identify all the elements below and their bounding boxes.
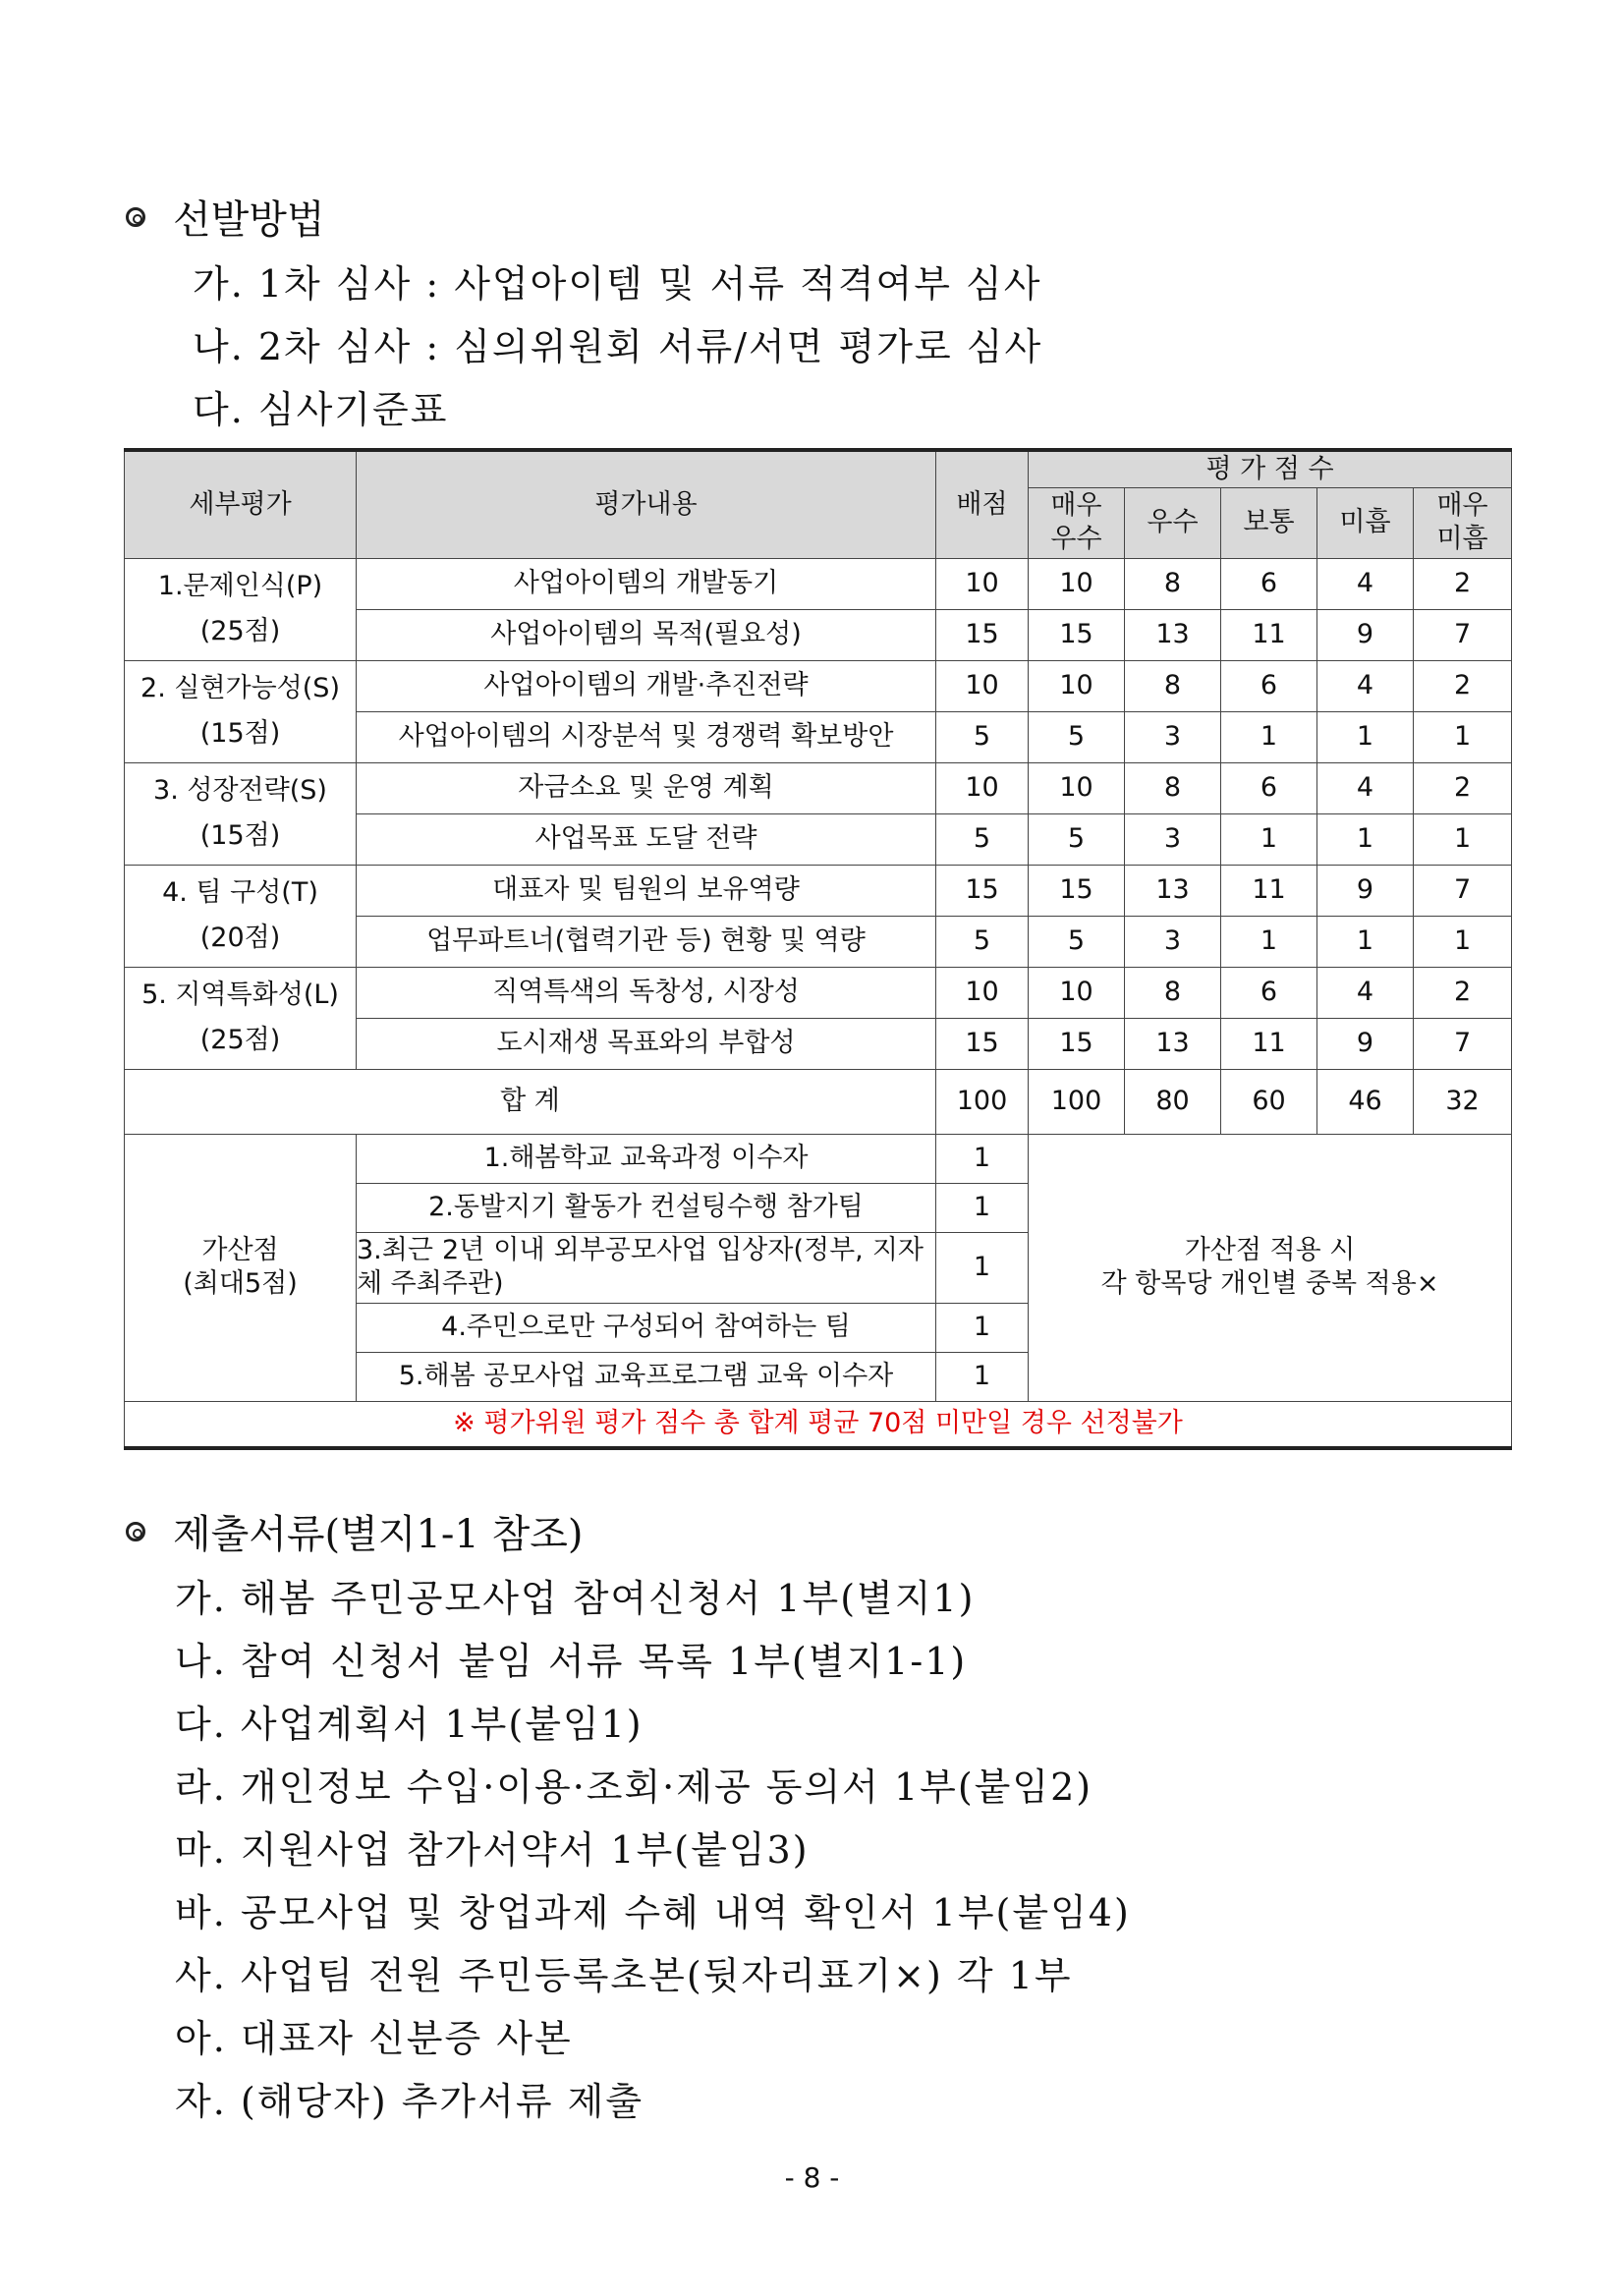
score-row bbox=[125, 762, 1512, 813]
points-cell: 10 bbox=[936, 660, 1029, 711]
score-cell: 1 bbox=[1414, 916, 1512, 967]
score-cell: 7 bbox=[1414, 1018, 1512, 1069]
score-cell: 8 bbox=[1125, 558, 1221, 609]
category-cell bbox=[125, 660, 357, 762]
bonus-points: 1 bbox=[936, 1183, 1029, 1232]
total-score: 60 bbox=[1221, 1069, 1317, 1134]
score-cell: 6 bbox=[1221, 660, 1317, 711]
bonus-item: 1.해봄학교 교육과정 이수자 bbox=[357, 1134, 936, 1183]
score-cell: 1 bbox=[1414, 813, 1512, 865]
score-cell: 11 bbox=[1221, 1018, 1317, 1069]
content-cell: 사업아이템의 개발·추진전략 bbox=[357, 660, 936, 711]
bonus-points: 1 bbox=[936, 1303, 1029, 1352]
score-cell: 11 bbox=[1221, 865, 1317, 916]
circle-bullet-icon bbox=[126, 207, 145, 227]
category-sub: (15점) bbox=[199, 718, 281, 749]
section-title-text: 선발방법 bbox=[173, 197, 325, 243]
header-level-very-poor: 매우 미흡 bbox=[1414, 487, 1512, 558]
bonus-points: 1 bbox=[936, 1352, 1029, 1401]
content-cell: 사업목표 도달 전략 bbox=[357, 813, 936, 865]
header-points: 배점 bbox=[936, 450, 1029, 558]
score-cell: 11 bbox=[1221, 609, 1317, 660]
category-label: 5. 지역특화성(L) bbox=[141, 980, 339, 1011]
document-item: 바. 공모사업 및 창업과제 수혜 내역 확인서 1부(붙임4) bbox=[175, 1891, 1131, 1934]
header-level-average: 보통 bbox=[1221, 487, 1317, 558]
bonus-points: 1 bbox=[936, 1232, 1029, 1303]
document-item: 다. 사업계획서 1부(붙임1) bbox=[175, 1703, 644, 1746]
score-cell: 15 bbox=[1029, 609, 1125, 660]
score-cell: 5 bbox=[1029, 711, 1125, 762]
score-cell: 3 bbox=[1125, 813, 1221, 865]
score-cell: 13 bbox=[1125, 609, 1221, 660]
bonus-item: 4.주민으로만 구성되어 참여하는 팀 bbox=[357, 1303, 936, 1352]
score-cell: 2 bbox=[1414, 558, 1512, 609]
score-cell: 1 bbox=[1221, 813, 1317, 865]
points-cell: 10 bbox=[936, 558, 1029, 609]
score-cell: 8 bbox=[1125, 762, 1221, 813]
header-level-poor: 미흡 bbox=[1317, 487, 1414, 558]
score-cell: 6 bbox=[1221, 558, 1317, 609]
bonus-note-line1: 가산점 적용 시 bbox=[1184, 1235, 1356, 1266]
header-content: 평가내용 bbox=[357, 450, 936, 558]
category-cell bbox=[125, 865, 357, 967]
score-cell: 1 bbox=[1414, 711, 1512, 762]
total-score: 100 bbox=[1029, 1069, 1125, 1134]
content-cell: 자금소요 및 운영 계획 bbox=[357, 762, 936, 813]
header-score-group: 평 가 점 수 bbox=[1029, 450, 1512, 487]
total-label: 합 계 bbox=[125, 1069, 936, 1134]
bonus-item: 5.해봄 공모사업 교육프로그램 교육 이수자 bbox=[357, 1352, 936, 1401]
score-row bbox=[125, 558, 1512, 609]
bonus-note-line2: 각 항목당 개인별 중복 적용× bbox=[1100, 1268, 1439, 1299]
score-row bbox=[125, 660, 1512, 711]
score-cell: 9 bbox=[1317, 1018, 1414, 1069]
header-level-good: 우수 bbox=[1125, 487, 1221, 558]
category-label: 4. 팀 구성(T) bbox=[162, 877, 318, 909]
points-cell: 5 bbox=[936, 813, 1029, 865]
bonus-item: 2.동발지기 활동가 컨설팅수행 참가팀 bbox=[357, 1183, 936, 1232]
footnote: ※ 평가위원 평가 점수 총 합계 평균 70점 미만일 경우 선정불가 bbox=[125, 1401, 1512, 1448]
document-item: 가. 해봄 주민공모사업 참여신청서 1부(별지1) bbox=[175, 1577, 976, 1620]
score-cell: 4 bbox=[1317, 558, 1414, 609]
score-cell: 1 bbox=[1317, 711, 1414, 762]
document-item: 아. 대표자 신분증 사본 bbox=[175, 2017, 573, 2060]
score-cell: 10 bbox=[1029, 660, 1125, 711]
points-cell: 5 bbox=[936, 711, 1029, 762]
circle-bullet-icon bbox=[126, 1522, 145, 1541]
total-score: 32 bbox=[1414, 1069, 1512, 1134]
total-row bbox=[125, 1069, 1512, 1134]
section-title-documents bbox=[126, 1503, 583, 1559]
document-item: 자. (해당자) 추가서류 제출 bbox=[175, 2080, 644, 2123]
selection-item-1: 가. 1차 심사 : 사업아이템 및 서류 적격여부 심사 bbox=[193, 262, 1042, 306]
score-cell: 5 bbox=[1029, 813, 1125, 865]
score-cell: 10 bbox=[1029, 967, 1125, 1018]
score-cell: 2 bbox=[1414, 660, 1512, 711]
section-title-selection bbox=[126, 189, 325, 245]
document-item: 라. 개인정보 수입·이용·조회·제공 동의서 1부(붙임2) bbox=[175, 1765, 1093, 1809]
score-cell: 7 bbox=[1414, 609, 1512, 660]
category-cell bbox=[125, 762, 357, 865]
document-item: 나. 참여 신청서 붙임 서류 목록 1부(별지1-1) bbox=[175, 1640, 968, 1683]
score-cell: 8 bbox=[1125, 967, 1221, 1018]
score-cell: 1 bbox=[1221, 711, 1317, 762]
score-cell: 15 bbox=[1029, 1018, 1125, 1069]
footnote-row bbox=[125, 1401, 1512, 1448]
score-cell: 13 bbox=[1125, 865, 1221, 916]
score-cell: 1 bbox=[1221, 916, 1317, 967]
content-cell: 사업아이템의 목적(필요성) bbox=[357, 609, 936, 660]
points-cell: 15 bbox=[936, 609, 1029, 660]
score-row bbox=[125, 865, 1512, 916]
content-cell: 도시재생 목표와의 부합성 bbox=[357, 1018, 936, 1069]
section-title-text: 제출서류(별지1-1 참조) bbox=[173, 1512, 584, 1557]
score-rows bbox=[125, 558, 1512, 1069]
score-cell: 4 bbox=[1317, 762, 1414, 813]
points-cell: 5 bbox=[936, 916, 1029, 967]
score-cell: 13 bbox=[1125, 1018, 1221, 1069]
score-cell: 8 bbox=[1125, 660, 1221, 711]
document-item: 마. 지원사업 참가서약서 1부(붙임3) bbox=[175, 1828, 810, 1872]
score-cell: 2 bbox=[1414, 967, 1512, 1018]
category-label: 1.문제인식(P) bbox=[157, 571, 323, 602]
content-cell: 사업아이템의 시장분석 및 경쟁력 확보방안 bbox=[357, 711, 936, 762]
score-cell: 2 bbox=[1414, 762, 1512, 813]
score-row bbox=[125, 967, 1512, 1018]
bonus-sub: (최대5점) bbox=[183, 1268, 298, 1299]
document-item: 사. 사업팀 전원 주민등록초본(뒷자리표기×) 각 1부 bbox=[175, 1954, 1073, 1997]
score-cell: 1 bbox=[1317, 916, 1414, 967]
score-cell: 15 bbox=[1029, 865, 1125, 916]
category-cell bbox=[125, 967, 357, 1069]
total-score: 46 bbox=[1317, 1069, 1414, 1134]
score-cell: 4 bbox=[1317, 967, 1414, 1018]
score-cell: 10 bbox=[1029, 558, 1125, 609]
category-cell bbox=[125, 558, 357, 660]
bonus-row bbox=[125, 1134, 1512, 1183]
content-cell: 대표자 및 팀원의 보유역량 bbox=[357, 865, 936, 916]
score-cell: 6 bbox=[1221, 967, 1317, 1018]
score-cell: 10 bbox=[1029, 762, 1125, 813]
bonus-item: 3.최근 2년 이내 외부공모사업 입상자(정부, 지자체 주최주관) bbox=[357, 1232, 936, 1303]
category-sub: (15점) bbox=[199, 820, 281, 851]
bonus-points: 1 bbox=[936, 1134, 1029, 1183]
selection-item-3: 다. 심사기준표 bbox=[193, 388, 449, 431]
content-cell: 직역특색의 독창성, 시장성 bbox=[357, 967, 936, 1018]
page-number: - 8 - bbox=[784, 2161, 840, 2194]
score-cell: 9 bbox=[1317, 609, 1414, 660]
score-cell: 3 bbox=[1125, 711, 1221, 762]
header-category: 세부평가 bbox=[125, 450, 357, 558]
category-label: 3. 성장전략(S) bbox=[153, 775, 327, 807]
points-cell: 15 bbox=[936, 865, 1029, 916]
total-points: 100 bbox=[936, 1069, 1029, 1134]
category-sub: (25점) bbox=[199, 1025, 281, 1055]
points-cell: 10 bbox=[936, 967, 1029, 1018]
content-cell: 사업아이템의 개발동기 bbox=[357, 558, 936, 609]
bonus-label: 가산점 bbox=[201, 1235, 279, 1266]
evaluation-criteria-table bbox=[124, 448, 1512, 1450]
score-cell: 7 bbox=[1414, 865, 1512, 916]
total-score: 80 bbox=[1125, 1069, 1221, 1134]
score-cell: 5 bbox=[1029, 916, 1125, 967]
score-cell: 1 bbox=[1317, 813, 1414, 865]
score-cell: 4 bbox=[1317, 660, 1414, 711]
category-sub: (25점) bbox=[199, 616, 281, 646]
points-cell: 15 bbox=[936, 1018, 1029, 1069]
bonus-note-cell bbox=[1029, 1134, 1512, 1401]
content-cell: 업무파트너(협력기관 등) 현황 및 역량 bbox=[357, 916, 936, 967]
category-sub: (20점) bbox=[199, 923, 281, 953]
header-level-excellent: 매우 우수 bbox=[1029, 487, 1125, 558]
category-label: 2. 실현가능성(S) bbox=[140, 673, 340, 704]
points-cell: 10 bbox=[936, 762, 1029, 813]
selection-item-2: 나. 2차 심사 : 심의위원회 서류/서면 평가로 심사 bbox=[193, 325, 1043, 368]
score-cell: 3 bbox=[1125, 916, 1221, 967]
bonus-label-cell bbox=[125, 1134, 357, 1401]
score-cell: 6 bbox=[1221, 762, 1317, 813]
score-cell: 9 bbox=[1317, 865, 1414, 916]
